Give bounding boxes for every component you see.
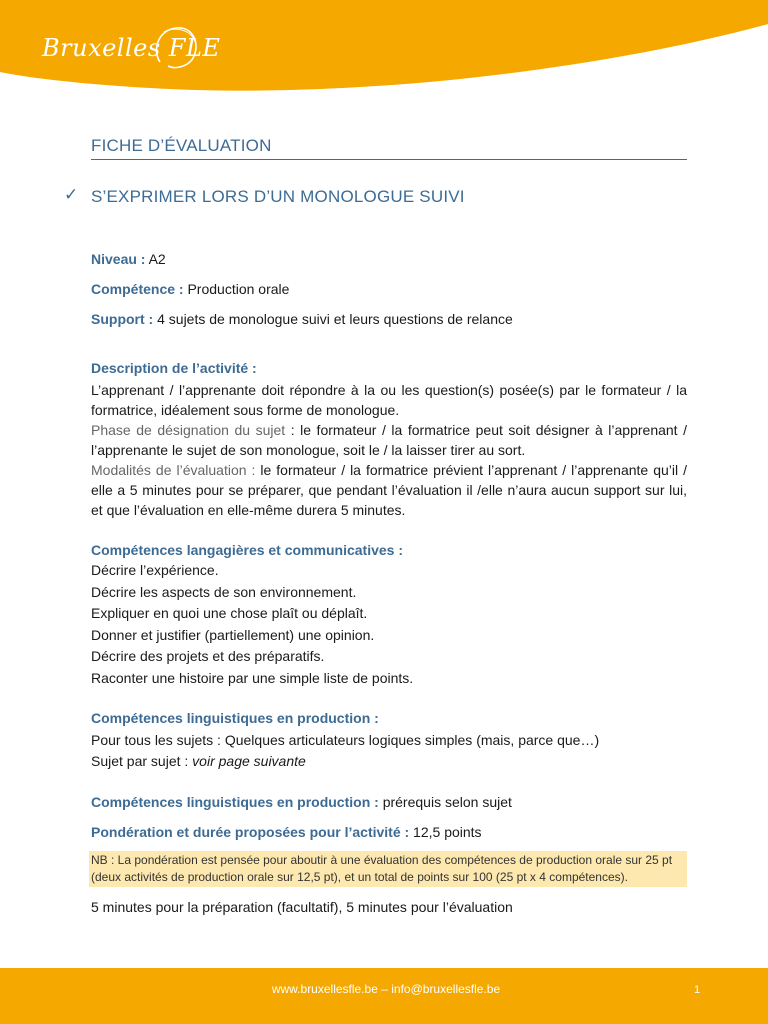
support-value: 4 sujets de monologue suivi et leurs questions de relance xyxy=(157,311,513,327)
competence-label: Compétence : xyxy=(91,281,184,297)
ponderation-value: 12,5 points xyxy=(409,824,482,840)
logo-swirl-icon xyxy=(150,22,202,74)
description-heading: Description de l’activité : xyxy=(91,360,257,376)
support-line xyxy=(91,309,513,329)
linguistiques-2-line xyxy=(91,792,512,812)
support-label: Support : xyxy=(91,311,154,327)
modalites-paragraph xyxy=(91,460,687,520)
linguistiques-line2 xyxy=(91,751,306,771)
ponderation-label: Pondération et durée proposées pour l’activité : xyxy=(91,824,410,840)
list-item: Raconter une histoire par une simple liste de points. xyxy=(91,669,414,686)
logo: Bruxelles FLE xyxy=(42,34,221,62)
duree-line: 5 minutes pour la préparation (facultatif), 5 minutes pour l’évaluation xyxy=(91,899,513,915)
modalites-text: le formateur / la formatrice prévient l’apprenant / l’apprenante qu’il / elle a 5 minutes pour se préparer, que pendant l’évaluation il /elle n’aura aucun support sur lui, et que l’évaluation en elle-même durera 5 minutes. xyxy=(91,462,687,518)
line2-prefix: Sujet par sujet : xyxy=(91,753,193,769)
list-item: Décrire l’expérience. xyxy=(91,562,219,578)
page-number: 1 xyxy=(694,984,701,996)
page-title: FICHE D’ÉVALUATION xyxy=(91,136,272,155)
nb-note: NB : La pondération est pensée pour aboutir à une évaluation des compétences de production orale sur 25 pt (deux activités de production orale sur 12,5 pt), et un total de points sur 100 (25 pt x 4 compétences). xyxy=(89,851,687,887)
list-item: Donner et justifier (partiellement) une opinion. xyxy=(91,626,375,643)
footer-bar xyxy=(0,968,768,1024)
list-item: Décrire les aspects de son environnement. xyxy=(91,583,357,600)
linguistiques-2-value: prérequis selon sujet xyxy=(378,794,512,810)
phase-paragraph xyxy=(91,420,687,460)
phase-label: Phase de désignation du sujet xyxy=(91,422,286,438)
competence-line xyxy=(91,279,289,299)
langagieres-list xyxy=(91,560,413,689)
line2-italic: voir page suivante xyxy=(192,753,306,769)
linguistiques-2-label: Compétences linguistiques en production : xyxy=(91,794,379,810)
description-text: L’apprenant / l’apprenante doit répondre à la ou les question(s) posée(s) par le formateur / la formatrice, idéalement sous forme de monologue. xyxy=(91,382,687,418)
niveau-label: Niveau : xyxy=(91,251,146,267)
modalites-label: Modalités de l’évaluation : xyxy=(91,462,256,478)
list-item: Décrire des projets et des préparatifs. xyxy=(91,648,325,664)
footer-links[interactable]: www.bruxellesfle.be – info@bruxellesfle.be xyxy=(271,982,501,996)
title-divider xyxy=(91,159,687,160)
linguistiques-heading: Compétences linguistiques en production : xyxy=(91,710,379,726)
phase-text: : le formateur / la formatrice peut soit désigner à l’apprenant / l’apprenante le sujet de son monologue, soit le / la laisser tirer au sort. xyxy=(91,422,687,458)
linguistiques-line1: Pour tous les sujets : Quelques articulateurs logiques simples (mais, parce que…) xyxy=(91,732,600,748)
checkmark-icon: ✓ xyxy=(64,185,79,204)
ponderation-line xyxy=(91,822,482,842)
langagieres-heading: Compétences langagières et communicatives : xyxy=(91,542,403,558)
competence-value: Production orale xyxy=(187,281,290,297)
niveau-line xyxy=(91,249,166,269)
section-subtitle: S’EXPRIMER LORS D’UN MONOLOGUE SUIVI xyxy=(91,187,465,206)
niveau-value: A2 xyxy=(148,251,166,267)
list-item: Expliquer en quoi une chose plaît ou déplaît. xyxy=(91,605,368,621)
